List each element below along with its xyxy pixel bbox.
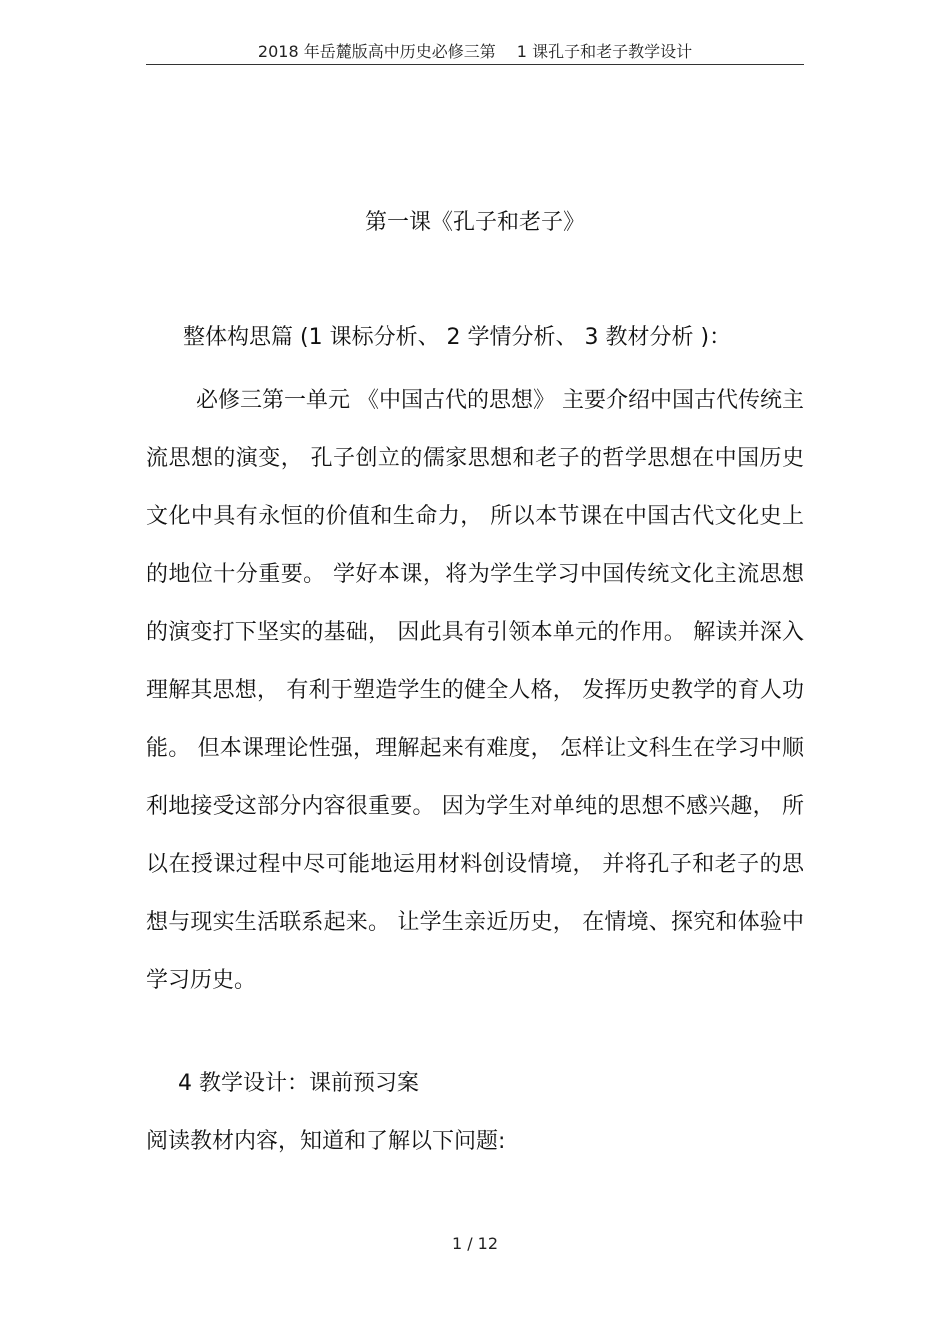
reading-prompt: 阅读教材内容，知道和了解以下问题: bbox=[146, 1129, 506, 1154]
section-heading: 整体构思篇 (1 课标分析、 2 学情分析、 3 教材分析 )： bbox=[183, 325, 732, 350]
teaching-design-heading: 4 教学设计：课前预习案 bbox=[178, 1071, 419, 1096]
page-number: 1 / 12 bbox=[451, 1234, 499, 1253]
lesson-title: 第一课《孔子和老子》 bbox=[364, 210, 585, 235]
body-paragraph: 必修三第一单元 《中国古代的思想》 主要介绍中国古代传统主流思想的演变， 孔子创立的儒家思想和老子的哲学思想在中国历史文化中具有永恒的价值和生命力， 所以本节课在中国古代文化史上的地位十分重要。 学好本课，将为学生学习中国传统文化主流思想的演变打下坚实的基础， 因此具有引领本单元的作用。 解读并深入理解其思想， 有利于塑造学生的健全人格， 发挥历史教学的育人功能。 但本课理论性强，理解起来有难度， 怎样让文科生在学习中顺利地接受这部分内容很重要。 因为学生对单纯的思想不感兴趣， 所以在授课过程中尽可能地运用材料创设情境， 并将孔子和老子的思想与现实生活联系起来。 让学生亲近历史， 在情境、探究和体验中学习历史。 bbox=[146, 388, 804, 993]
header-divider bbox=[146, 64, 804, 65]
page-header: 2018 年岳麓版高中历史必修三第 1 课孔子和老子教学设计 bbox=[257, 42, 693, 61]
